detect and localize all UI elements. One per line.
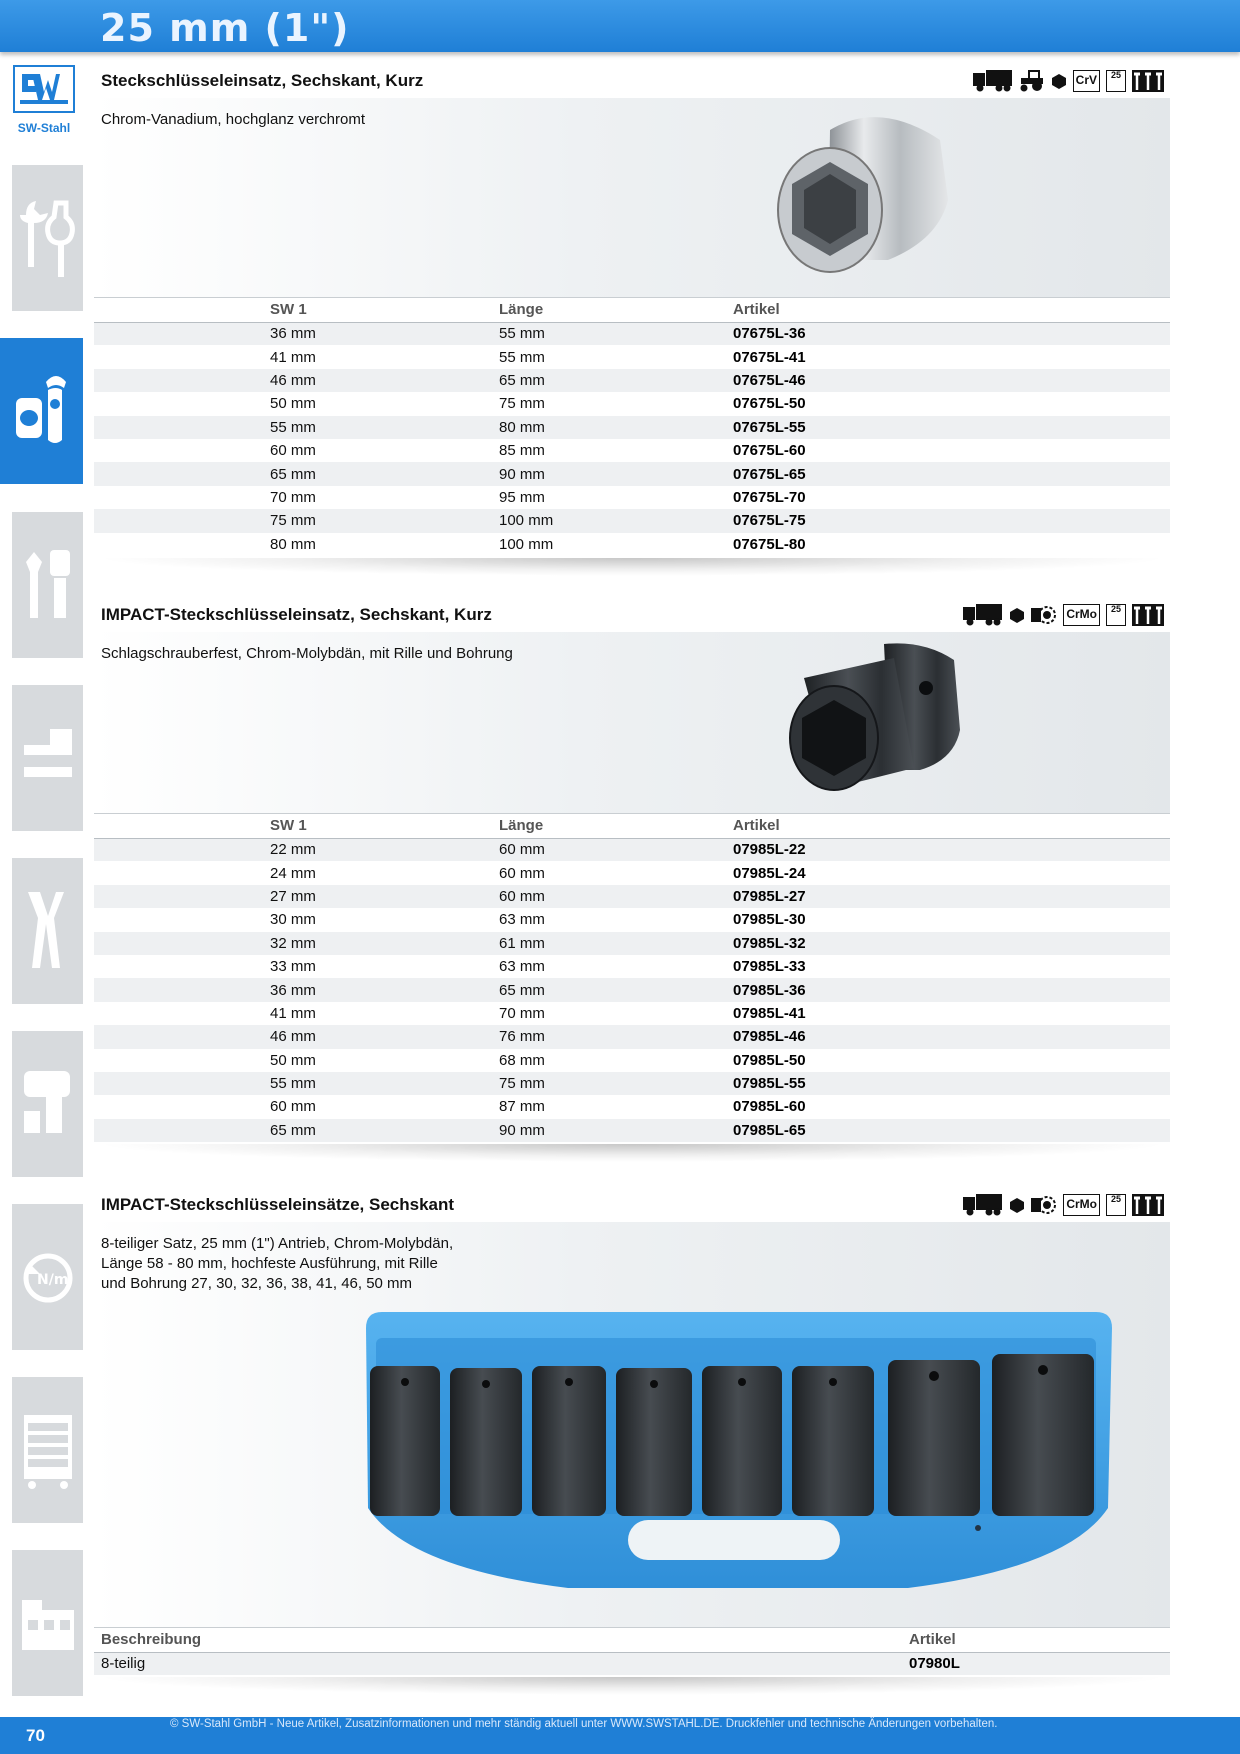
cell-length: 87 mm [499,1095,733,1118]
table-row [94,462,1170,485]
section-shadow [94,558,1170,576]
table-row [94,509,1170,532]
description-line: und Bohrung 27, 30, 32, 36, 38, 41, 46, 50 mm [101,1275,413,1292]
header-bar [0,0,1240,52]
truck-icon [973,70,1013,92]
impact-wrench-icon [20,1061,76,1147]
cell-article: 07985L-32 [733,932,1170,955]
column-header: Artikel [909,1628,1170,1652]
table-header-row [94,298,1170,322]
cell-size: 41 mm [94,345,499,368]
cell-article: 07985L-46 [733,1025,1170,1048]
wrench-set-icon [1132,1194,1164,1216]
section-title: Steckschlüsseleinsatz, Sechskant, Kurz [101,71,424,90]
cell-article: 07985L-60 [733,1095,1170,1118]
cell-length: 95 mm [499,486,733,509]
section-shadow [94,1677,1170,1695]
product-section-1 [94,64,1170,576]
cell-length: 68 mm [499,1049,733,1072]
impact-icon [1031,604,1057,626]
cell-length: 55 mm [499,345,733,368]
cell-article: 07985L-36 [733,978,1170,1001]
description-line: 8-teiliger Satz, 25 mm (1") Antrieb, Chrom-Molybdän, [101,1235,454,1252]
product-panel [94,98,1170,298]
table-row [94,1025,1170,1048]
page-number: 70 [26,1726,45,1745]
cell-article: 07675L-41 [733,345,1170,368]
table-row [94,486,1170,509]
cell-size: 30 mm [94,908,499,931]
table-row [94,392,1170,415]
cell-length: 63 mm [499,955,733,978]
table-header-row [94,814,1170,838]
table-row [94,1072,1170,1095]
table-row [94,345,1170,368]
table-row [94,838,1170,861]
cell-size: 46 mm [94,369,499,392]
wrench-set-icon [1132,604,1164,626]
cell-size: 24 mm [94,861,499,884]
workshop-icon [20,1580,76,1666]
product-description: Chrom-Vanadium, hochglanz verchromt [101,111,366,128]
table-row [94,932,1170,955]
table-row [94,369,1170,392]
column-header: Beschreibung [94,1628,909,1652]
table-row [94,416,1170,439]
cell-article: 07675L-60 [733,439,1170,462]
cell-size: 27 mm [94,885,499,908]
table-row [94,861,1170,884]
cell-length: 80 mm [499,416,733,439]
cell-size: 75 mm [94,509,499,532]
cell-article: 07985L-41 [733,1002,1170,1025]
cell-article: 07985L-22 [733,838,1170,861]
wrench-set-icon [1132,70,1164,92]
cell-size: 32 mm [94,932,499,955]
tool-set-icon [20,542,76,628]
table-row [94,1002,1170,1025]
cell-size: 36 mm [94,322,499,345]
cell-length: 90 mm [499,462,733,485]
logo-brand-text: SW-Stahl [17,121,71,135]
impact-icon [1031,1194,1057,1216]
tool-cabinet-icon [20,1407,76,1493]
product-panel [94,632,1170,814]
column-header: SW 1 [94,814,499,838]
sidebar-tab-workshop-trolleys[interactable] [12,1377,83,1523]
column-header: SW 1 [94,298,499,322]
column-header: Artikel [733,298,1170,322]
sidebar-tab-sockets[interactable] [0,338,83,484]
hexagon-icon [1009,1194,1025,1216]
crmo-icon: CrMo [1063,1194,1100,1216]
torque-icon [20,1234,76,1320]
cell-size: 65 mm [94,1119,499,1142]
table-row [94,1652,1170,1675]
cell-length: 65 mm [499,369,733,392]
cell-article: 07985L-65 [733,1119,1170,1142]
table-row [94,1119,1170,1142]
rating-25-icon: 25 [1106,604,1126,626]
cell-length: 85 mm [499,439,733,462]
hexagon-icon [1051,70,1067,92]
table-row [94,322,1170,345]
table-row [94,908,1170,931]
section-title: IMPACT-Steckschlüsseleinsatz, Sechskant, Kurz [101,605,492,624]
tractor-icon [1019,70,1045,92]
cell-article: 07675L-50 [733,392,1170,415]
cell-size: 70 mm [94,486,499,509]
cell-size: 80 mm [94,533,499,556]
crmo-icon: CrMo [1063,604,1100,626]
logo-mark-icon [12,64,76,114]
table-row [94,1095,1170,1118]
section-shadow [94,1144,1170,1162]
cell-size: 36 mm [94,978,499,1001]
cell-article: 07675L-70 [733,486,1170,509]
table-row [94,533,1170,556]
table-row [94,955,1170,978]
feature-icons [963,604,1164,626]
cell-length: 61 mm [499,932,733,955]
cell-length: 70 mm [499,1002,733,1025]
cell-size: 33 mm [94,955,499,978]
cell-length: 60 mm [499,861,733,884]
product-section-3 [94,1188,1170,1695]
cell-length: 90 mm [499,1119,733,1142]
cell-article: 07675L-65 [733,462,1170,485]
cell-length: 100 mm [499,533,733,556]
table-row [94,978,1170,1001]
cell-article: 07985L-24 [733,861,1170,884]
cell-article: 07985L-33 [733,955,1170,978]
section-header [94,1188,1170,1222]
cell-article: 07985L-27 [733,885,1170,908]
wrench-icon [20,195,76,281]
hammer-icon [20,715,76,801]
cell-size: 41 mm [94,1002,499,1025]
footer-bar [0,1717,1240,1754]
cell-article: 07675L-80 [733,533,1170,556]
copyright-notice: © SW-Stahl GmbH - Neue Artikel, Zusatzinformationen und mehr ständig aktuell unter WWW.SWSTAHL.DE. Druckfehler und technische Änderungen vorbehalten. [170,1718,998,1730]
product-panel [94,1222,1170,1628]
sidebar-tab-hammers[interactable] [12,685,83,831]
cell-length: 100 mm [499,509,733,532]
socket-set-case-image [352,1308,1132,1598]
cell-size: 60 mm [94,439,499,462]
column-header: Länge [499,298,733,322]
cell-size: 60 mm [94,1095,499,1118]
section-title: IMPACT-Steckschlüsseleinsätze, Sechskant [101,1195,455,1214]
pliers-icon [20,888,76,974]
section-header [94,64,1170,98]
cell-length: 63 mm [499,908,733,931]
table-header-row [94,1628,1170,1652]
cell-length: 60 mm [499,885,733,908]
sidebar-tab-hand-tools[interactable] [12,165,83,311]
cell-article: 07980L [909,1652,1170,1675]
sidebar-tab-pliers[interactable] [12,858,83,1004]
section-header [94,598,1170,632]
cell-article: 07675L-36 [733,322,1170,345]
hexagon-icon [1009,604,1025,626]
company-logo[interactable] [12,64,76,135]
cell-article: 07985L-55 [733,1072,1170,1095]
impact-socket-image [774,638,974,808]
sidebar-tab-air-tools[interactable] [12,1031,83,1177]
cell-description: 8-teilig [94,1652,909,1675]
cell-article: 07985L-50 [733,1049,1170,1072]
sidebar-tab-torque[interactable] [12,1204,83,1350]
cell-size: 22 mm [94,838,499,861]
truck-icon [963,604,1003,626]
truck-icon [963,1194,1003,1216]
cell-article: 07675L-75 [733,509,1170,532]
cell-size: 50 mm [94,392,499,415]
product-description [101,1234,453,1294]
feature-icons [963,1194,1164,1216]
socket-icon [14,368,70,454]
svg-text:N/m: N/m [37,1272,69,1288]
cell-size: 50 mm [94,1049,499,1072]
cell-size: 46 mm [94,1025,499,1048]
page-title: 25 mm (1") [100,6,350,50]
product-description: Schlagschrauberfest, Chrom-Molybdän, mit Rille und Bohrung [101,645,513,662]
product-table [94,1628,1170,1675]
cell-size: 55 mm [94,1072,499,1095]
column-header: Länge [499,814,733,838]
cell-length: 60 mm [499,838,733,861]
crv-icon: CrV [1073,70,1100,92]
sidebar-tab-workshop[interactable] [12,1550,83,1696]
description-line: Länge 58 - 80 mm, hochfeste Ausführung, mit Rille [101,1255,438,1272]
product-section-2 [94,598,1170,1162]
table-row [94,1049,1170,1072]
cell-size: 65 mm [94,462,499,485]
cell-size: 55 mm [94,416,499,439]
rating-25-icon: 25 [1106,1194,1126,1216]
cell-length: 75 mm [499,1072,733,1095]
cell-length: 55 mm [499,322,733,345]
cell-length: 65 mm [499,978,733,1001]
product-table [94,814,1170,1142]
sidebar-tab-combination-tools[interactable] [12,512,83,658]
product-table [94,298,1170,556]
column-header: Artikel [733,814,1170,838]
cell-article: 07675L-46 [733,369,1170,392]
cell-article: 07985L-30 [733,908,1170,931]
rating-25-icon: 25 [1106,70,1126,92]
table-row [94,439,1170,462]
cell-article: 07675L-55 [733,416,1170,439]
table-row [94,885,1170,908]
chrome-socket-image [770,110,970,282]
feature-icons [973,70,1164,92]
cell-length: 76 mm [499,1025,733,1048]
cell-length: 75 mm [499,392,733,415]
